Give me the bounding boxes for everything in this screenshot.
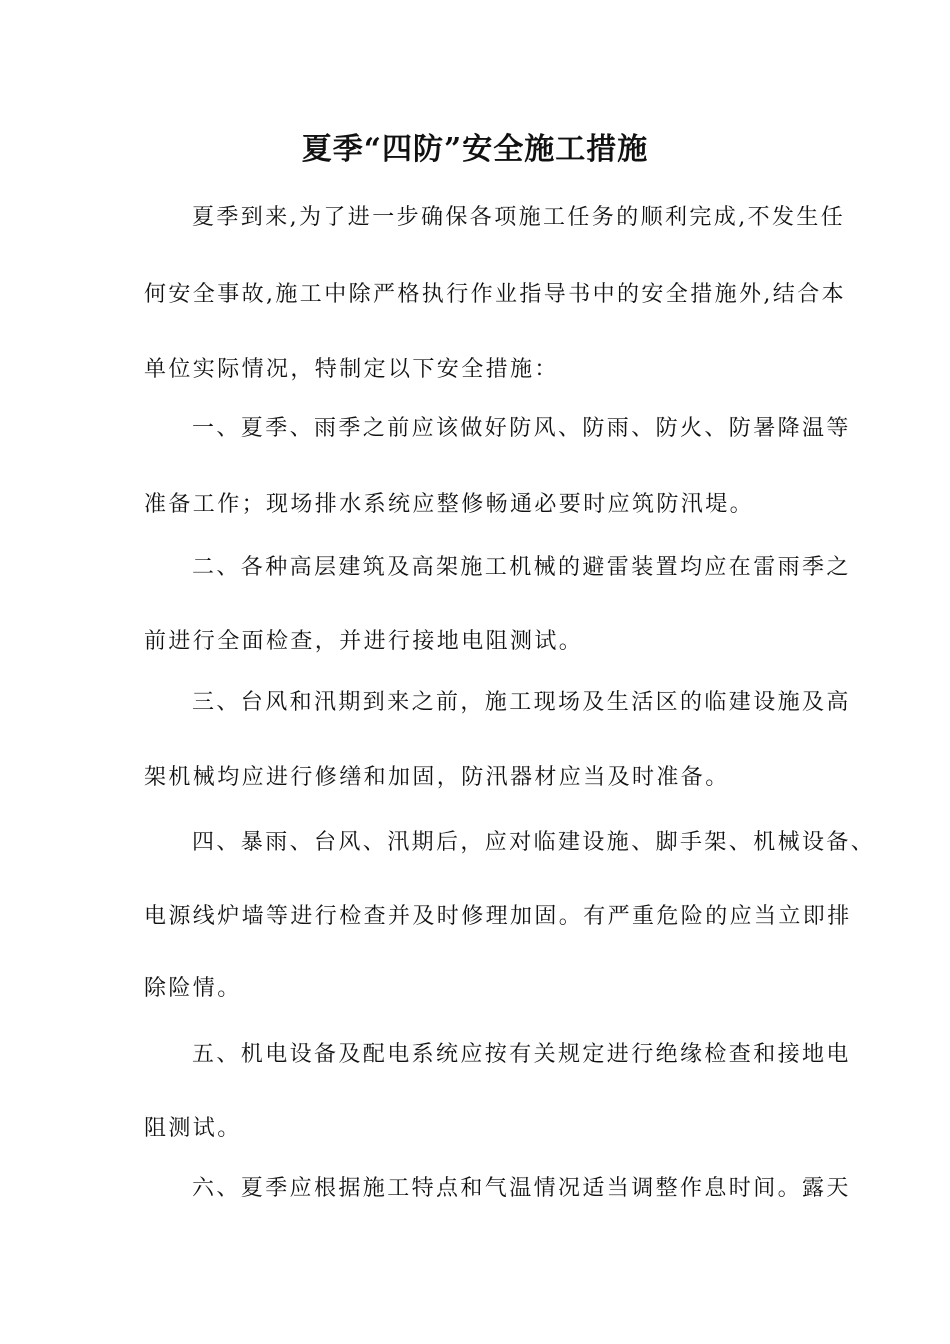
paragraph-line: 阻测试。	[144, 1116, 242, 1141]
paragraph-line: 五、机电设备及配电系统应按有关规定进行绝缘检查和接地电	[192, 1042, 851, 1067]
paragraph-line: 二、各种高层建筑及高架施工机械的避雷装置均应在雷雨季之	[192, 555, 851, 580]
paragraph-line: 除险情。	[144, 976, 242, 1001]
paragraph-line: 架机械均应进行修缮和加固，防汛器材应当及时准备。	[144, 765, 730, 790]
paragraph-line: 准备工作；现场排水系统应整修畅通必要时应筑防汛堤。	[144, 492, 755, 517]
paragraph-line: 三、台风和汛期到来之前，施工现场及生活区的临建设施及高	[192, 690, 851, 715]
paragraph-line: 单位实际情况，特制定以下安全措施：	[144, 357, 559, 382]
paragraph-line: 六、夏季应根据施工特点和气温情况适当调整作息时间。露天	[192, 1176, 851, 1201]
paragraph-line: 夏季到来,为了进一步确保各项施工任务的顺利完成,不发生任	[192, 205, 846, 230]
paragraph-line: 电源线炉墙等进行检查并及时修理加固。有严重危险的应当立即排	[144, 904, 852, 929]
document-title: 夏季“四防”安全施工措施	[301, 132, 649, 167]
paragraph-line: 四、暴雨、台风、汛期后，应对临建设施、脚手架、机械设备、	[192, 830, 876, 855]
paragraph-line: 何安全事故,施工中除严格执行作业指导书中的安全措施外,结合本	[144, 282, 846, 307]
paragraph-line: 前进行全面检查，并进行接地电阻测试。	[144, 629, 584, 654]
paragraph-line: 一、夏季、雨季之前应该做好防风、防雨、防火、防暑降温等	[192, 416, 851, 441]
